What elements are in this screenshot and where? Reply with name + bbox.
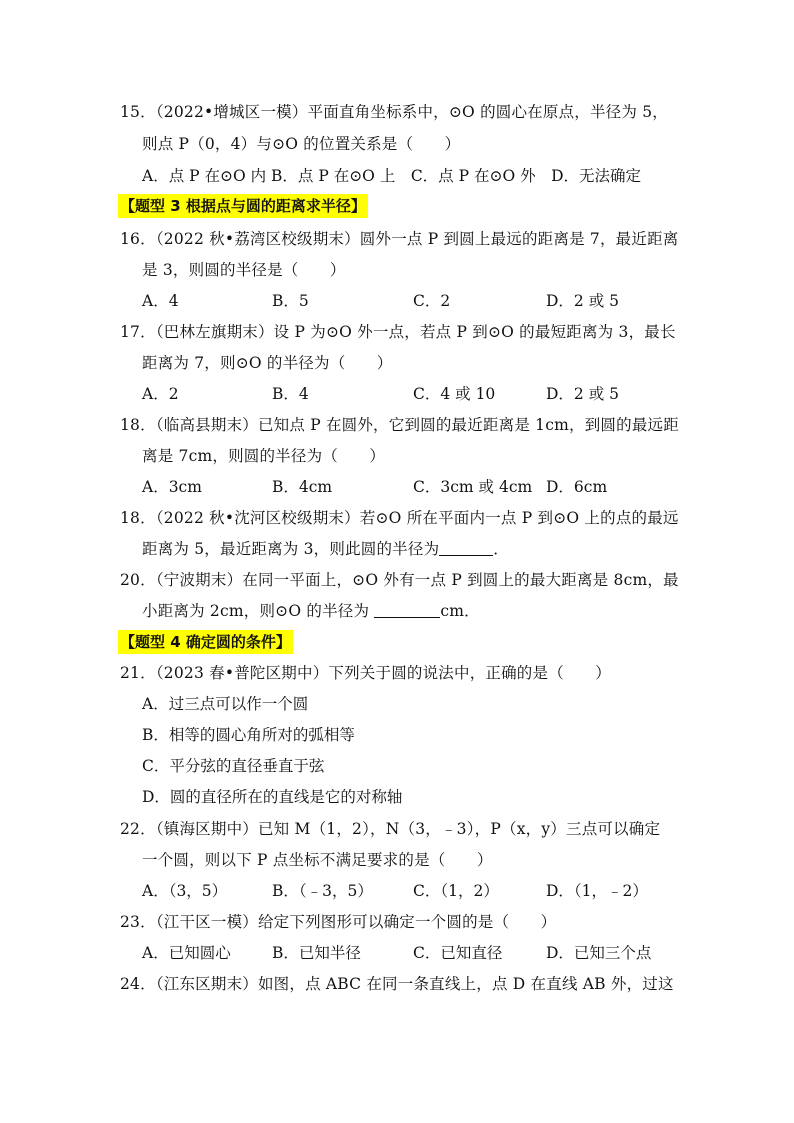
q17-line1: 17．（巴林左旗期末）设 P 为⊙O 外一点，若点 P 到⊙O 的最短距离为 3，最长 bbox=[120, 323, 676, 341]
q21-option-a: A．过三点可以作一个圆 bbox=[142, 695, 309, 713]
q20-line1: 20．（宁波期末）在同一平面上，⊙O 外有一点 P 到圆上的最大距离是 8cm，最 bbox=[120, 571, 679, 589]
q21-option-b: B．相等的圆心角所对的弧相等 bbox=[142, 726, 355, 744]
q22-option-a: A．（3，5） bbox=[142, 882, 228, 900]
q21-line1: 21．（2023 春•普陀区期中）下列关于圆的说法中，正确的是（ ） bbox=[120, 664, 611, 682]
q20-line2-text: 小距离为 2cm，则⊙O 的半径为 bbox=[142, 602, 375, 620]
q15-line2: 则点 P（0，4）与⊙O 的位置关系是（ ） bbox=[142, 135, 461, 153]
q18a-option-d: D．6cm bbox=[546, 478, 608, 496]
q18b-line1: 18．（2022 秋•沈河区校级期末）若⊙O 所在平面内一点 P 到⊙O 上的点的最远 bbox=[120, 509, 679, 527]
q15-options: A．点 P 在⊙O 内 B．点 P 在⊙O 上 C．点 P 在⊙O 外 D．无法确定 bbox=[142, 167, 642, 185]
q22-option-c: C．（1，2） bbox=[413, 882, 499, 900]
q22-option-b: B．（﹣3，5） bbox=[272, 882, 373, 900]
q17-option-d: D．2 或 5 bbox=[546, 385, 620, 403]
q18a-option-a: A．3cm bbox=[142, 478, 202, 496]
q18b-line2-end: ． bbox=[493, 540, 509, 558]
q17-line2: 距离为 7，则⊙O 的半径为（ ） bbox=[142, 354, 393, 372]
q20-line2 bbox=[142, 597, 480, 625]
q23-line1: 23．（江干区一模）给定下列图形可以确定一个圆的是（ ） bbox=[120, 913, 557, 931]
q17-option-b: B．4 bbox=[272, 385, 309, 403]
answer-blank[interactable] bbox=[374, 601, 440, 618]
section-header-type4: 【题型 4 确定圆的条件】 bbox=[118, 630, 293, 654]
q24-line1: 24．（江东区期末）如图，点 ABC 在同一条直线上，点 D 在直线 AB 外，过这 bbox=[120, 975, 674, 993]
q22-option-d: D．（1，﹣2） bbox=[546, 882, 648, 900]
q17-option-c: C．4 或 10 bbox=[413, 385, 496, 403]
q16-line1: 16．（2022 秋•荔湾区校级期末）圆外一点 P 到圆上最远的距离是 7，最近距离 bbox=[120, 230, 679, 248]
q18a-option-c: C．3cm 或 4cm bbox=[413, 478, 533, 496]
q23-option-c: C．已知直径 bbox=[413, 944, 503, 962]
q18a-option-b: B．4cm bbox=[272, 478, 333, 496]
q18a-line2: 离是 7cm，则圆的半径为（ ） bbox=[142, 447, 386, 465]
q15-line1: 15．（2022•增城区一模）平面直角坐标系中，⊙O 的圆心在原点，半径为 5， bbox=[120, 103, 668, 121]
q23-option-a: A．已知圆心 bbox=[142, 944, 231, 962]
q21-option-c: C．平分弦的直径垂直于弦 bbox=[142, 757, 325, 775]
q22-line1: 22．（镇海区期中）已知 M（1，2），N（3，﹣3），P（x，y）三点可以确定 bbox=[120, 820, 661, 838]
q16-option-b: B．5 bbox=[272, 292, 309, 310]
q16-option-a: A．4 bbox=[142, 292, 179, 310]
q21-option-d: D．圆的直径所在的直线是它的对称轴 bbox=[142, 788, 403, 806]
q16-option-d: D．2 或 5 bbox=[546, 292, 620, 310]
q16-line2: 是 3，则圆的半径是（ ） bbox=[142, 261, 346, 279]
q16-option-c: C．2 bbox=[413, 292, 451, 310]
q23-option-b: B．已知半径 bbox=[272, 944, 361, 962]
section-header-type3: 【题型 3 根据点与圆的距离求半径】 bbox=[118, 194, 368, 218]
q20-line2-end: cm． bbox=[440, 602, 480, 620]
q17-option-a: A．2 bbox=[142, 385, 179, 403]
q23-option-d: D．已知三个点 bbox=[546, 944, 652, 962]
answer-blank[interactable] bbox=[439, 539, 493, 556]
q18b-line2 bbox=[142, 535, 509, 563]
q22-line2: 一个圆，则以下 P 点坐标不满足要求的是（ ） bbox=[142, 851, 493, 869]
q18a-line1: 18．（临高县期末）已知点 P 在圆外，它到圆的最近距离是 1cm，到圆的最远距 bbox=[120, 416, 679, 434]
q18b-line2-text: 距离为 5，最近距离为 3，则此圆的半径为 bbox=[142, 540, 440, 558]
